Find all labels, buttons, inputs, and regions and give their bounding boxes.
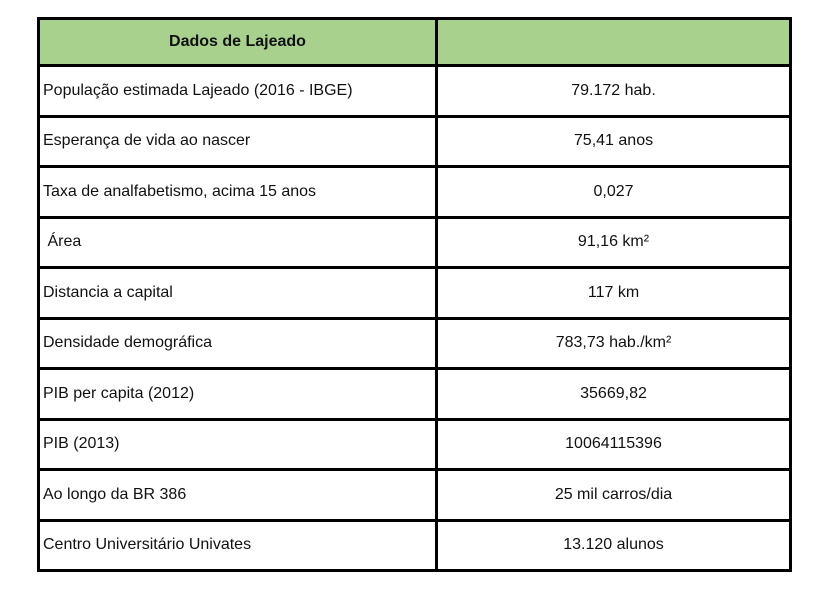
table-row [40, 115, 789, 166]
row-value-densidade: 783,73 hab./km² [555, 334, 672, 352]
row-value-br386: 25 mil carros/dia [554, 485, 673, 503]
row-label-densidade: Densidade demográfica [40, 320, 438, 368]
table-row [40, 468, 789, 519]
table-header-title: Dados de Lajeado [40, 20, 438, 64]
row-label-populacao: População estimada Lajeado (2016 - IBGE) [40, 67, 438, 115]
row-value-pib-per-capita: 35669,82 [580, 384, 647, 402]
row-value-area: 91,16 km² [577, 233, 650, 251]
table-row [40, 418, 789, 469]
table-row [40, 64, 789, 115]
table-row [40, 266, 789, 317]
row-label-area: Área [40, 219, 438, 267]
row-value-analfabetismo: 0,027 [593, 182, 634, 200]
data-table [37, 17, 792, 572]
row-value-univates: 13.120 alunos [563, 536, 664, 554]
row-label-distancia: Distancia a capital [40, 269, 438, 317]
row-value-esperanca-vida: 75,41 anos [573, 132, 654, 150]
row-label-pib-per-capita: PIB per capita (2012) [40, 370, 438, 418]
table-row [40, 216, 789, 267]
table-row [40, 317, 789, 368]
row-label-analfabetismo: Taxa de analfabetismo, acima 15 anos [40, 168, 438, 216]
row-label-pib: PIB (2013) [40, 421, 438, 469]
table-row [40, 519, 789, 570]
table-row [40, 367, 789, 418]
row-label-br386: Ao longo da BR 386 [40, 471, 438, 519]
table-header-row [40, 20, 789, 64]
table-header-value [438, 20, 789, 64]
table-row [40, 165, 789, 216]
row-label-univates: Centro Universitário Univates [40, 522, 438, 570]
row-value-populacao: 79.172 hab. [571, 81, 656, 99]
row-label-esperanca-vida: Esperança de vida ao nascer [40, 118, 438, 166]
row-value-distancia: 117 km [587, 283, 640, 301]
row-value-pib: 10064115396 [565, 435, 662, 453]
